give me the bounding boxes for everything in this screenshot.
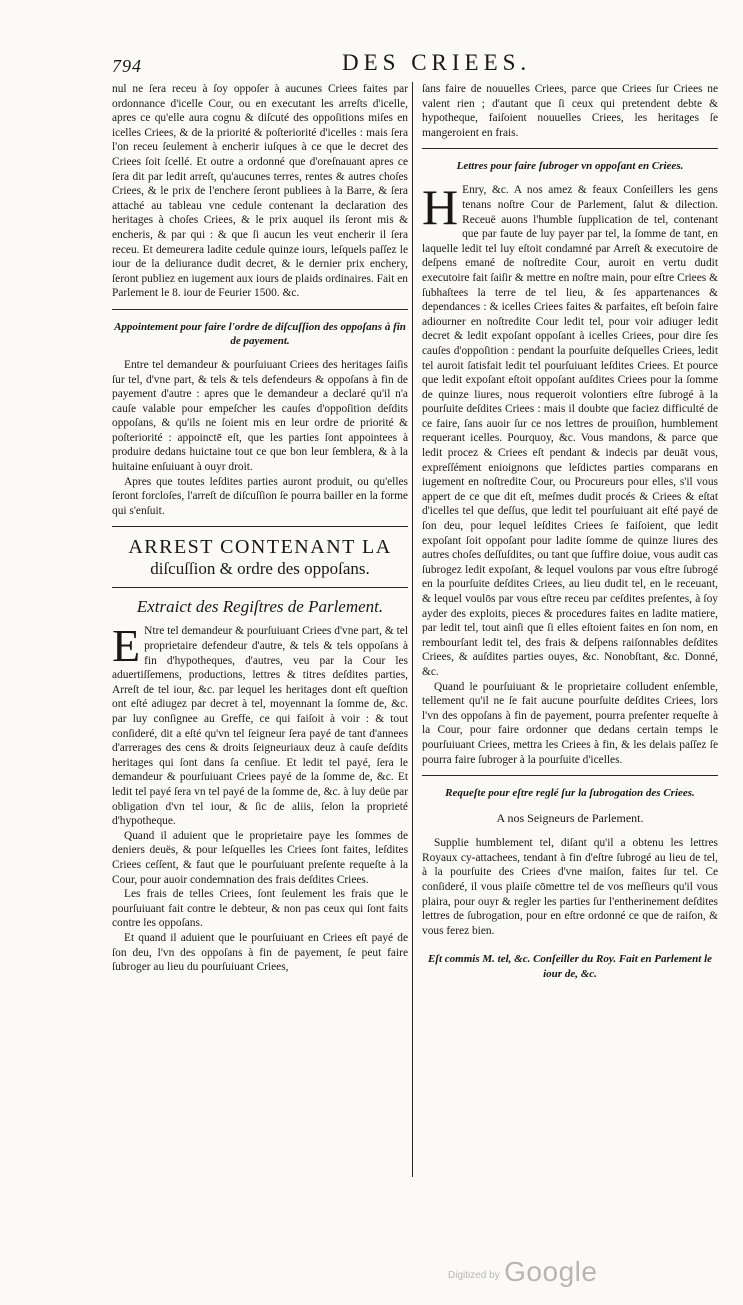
paragraph: Enry, &c. A nos amez & feaux Conſeillers les gens tenans noſtre Cour de Parlement, ſalut & dilection. Receuë auons l'humble ſupplication de tel, contenant que par faute de luy payer par tel, la ſomme de tant, en laquelle ledit tel luy eſtoit condamné par Arreſt & executoire de deſpens emané de noſtredite Cour, auroit en vertu dudit executoire fait ſaiſir & mettre en noſtre main, pour eſtre Criees & ſubhaſtees la terre de tel lieu, & ſes appartenances & dependances : & icelles Criees faites & parfaites, eſt beſoin faire adiourner en noſtredite Cour ledit tel, pour voir adiuger ledit decret & ledit expoſant oppoſant à icelles Criees, pour dire ſes cauſes d'oppoſition : pendant la pourſuite deſquelles Criees, ledit tel auroit ſatisfait ledit tel pourſuiuant leſdites Criees. Et pource que ledit expoſant eſtoit oppoſant auſdites Criees pour la ſomme de quinze liures, nous requeroit volontiers eſtre ſubrogé à la pourſuite deſdites Criees : mais il doubte que faciez difficulté de ce faire, ſans auoir ſur ce nos lettres de prouiſion, humblement requerant icelles. Pourquoy, &c. Vous mandons, & parce que ledit procez & Criees eſt pendant & indecis par deuāt vous, expreſſément enioignons que leſdictes parties comparans en iugement en noſtredite Cour, ou Procureurs pour elles, s'il vous appert de ce que dit eſt, meſmes dudit procés & Criees & eſtat d'icelles tel que deſſus, que ledit tel pourſuiuant ait eſté payé de ſon deu, pour lequel leſdites Criees ſe faiſoient, que ledit expoſant ſoit oppoſant pour ladite ſomme de quinze liures des autres choſes deſſuſdites, ou tant que ſuffire doiue, vous audit cas ſubrogez ledit expoſant, & lequel voulons par vous eſtre ſubrogé en la pourſuite deſdites Criees, au lieu dudit tel, en le receuant, & lequel voulōs par vous eſtre receu par ceſdites preſentes, à ſoy ayder des exploits, pieces & procedures faites en ladite matiere, par ledit tel, tout ainſi que ſi elles eſtoient faites en ſon nom, en rembourſant ledit tel, des frais & deſpens raiſonnables deſdites Criees, & auſdites parties ouyes, &c. Nonobſtant, &c. Donné, &c. [422, 184, 718, 678]
paragraph: Les frais de telles Criees, ſont ſeulement les frais que le pourſuiuant fait contre le debteur, & non pas ceux qui ſont faits contre les oppoſans. [112, 888, 408, 930]
paragraph: Quand le pourſuiuant & le proprietaire colludent enſemble, tellement qu'il ne ſe fait aucune pourſuite deſdites Criees, lors l'vn des oppoſans à fin de payement, pourra preſenter requeſte à la Cour, pour faire ordonner que dedans certain temps le pourſuiuant Criees, mettra les Criees à fin, & les delais paſſez ſe pourra faire ſubroger à la pourſuite d'icelles. [422, 680, 718, 766]
section-rule [112, 309, 408, 310]
section-rule [112, 526, 408, 527]
section-heading: Requeſte pour eſtre reglé ſur la ſubrogation des Criees. [445, 787, 695, 800]
digitization-watermark [448, 1256, 597, 1288]
running-head [112, 48, 723, 82]
section-rule [422, 148, 718, 149]
right-column [422, 82, 718, 982]
paragraph: ſans faire de nouuelles Criees, parce que Criees ſur Criees ne valent rien ; d'autant que ſi ceux qui pretendent debte & hypotheque, faiſoient nouuelles Criees, les heritages ſe mangeroient en frais. [422, 83, 718, 139]
paragraph: nul ne ſera receu à ſoy oppoſer à aucunes Criees faites par ordonnance d'icelle Cour, ou en executant les arreſts d'icelle, apres ce qu'elle aura cognu & diſcuté des oppoſitions miſes en icelles Criees, & de la priorité & poſteriorité d'icelles : mais ſera l'on receu ſeulement à encherir iuſques à ce que le decret des Criees ſoit ſcellé. Et outre a ordonné que d'oreſnauant apres ce ſera dit par ledit arreſt, qu'aucunes terres, rentes & autres choſes Criees, & le prix de l'enchere ſeront publiees à la Barre, & ſera attaché au tableau vne cedule contenant la declaration des heritages à choſes Criees, & le prix auquel ils ſeront mis & encheris, & par qui : & que ſi aucun les veut encherir il ſera receu. Et demeurera ladite cedule quinze iours, leſquels paſſez le iour de la deliurance dudit decret, & le dernier prix enchery, ſeront publiez en iugement aux iours de plaids ordinaires. Fait en Parlement le 8. iour de Feurier 1500. &c. [112, 83, 408, 300]
address-line: A nos Seigneurs de Parlement. [496, 811, 644, 826]
paragraph: Entre tel demandeur & pourſuiuant Criees des heritages ſaiſis ſur tel, d'vne part, & tels & tels defendeurs & oppoſans à fin de payement d'autre : apres que le demandeur a declaré qu'il n'a cauſe valable pour empeſcher les cauſes d'oppoſition deſdits oppoſans, & qu'ils ne ſoient mis en leur ordre de priorité & poſteriorité : appoinctē eſt, que les parties ſont appointees à produire dedans huictaine tout ce que bon leur ſemblera, & à la huitaine enſuiuant à ouyr droit. [112, 358, 408, 474]
extract-heading: Extraict des Regiſtres de Parlement. [136, 597, 384, 617]
paragraph: Quand il aduient que le proprietaire paye les ſommes de deniers deuës, & pour leſquelles les Criees ſont faites, leſdites Criees ceſſent, & faut que le pourſuiuant preſente requeſte à la Cour, pour auoir condemnation des frais deſdites Criees. [112, 829, 408, 886]
section-heading: Lettres pour faire ſubroger vn oppoſant en Criees. [456, 160, 684, 173]
paragraph: Supplie humblement tel, diſant qu'il a obtenu les lettres Royaux cy-attachees, tendant à fin d'eſtre ſubrogé au lieu de tel, à la pourſuite des Criees d'vne maiſon, faites ſur tel. Ce conſideré, il vous plaiſe cōmettre tel de vos meſſieurs qu'il vous plaira, pour ouyr & regler les parties ſur l'entherinement deſdites lettres de ſubrogation, pour en eſtre ordonné ce que de raiſon, & vous ferez bien. [422, 837, 718, 937]
running-title: DES CRIEES. [342, 50, 532, 75]
drop-cap: H [422, 179, 459, 236]
left-column [112, 82, 408, 975]
column-divider [412, 82, 413, 1177]
page-number: 794 [112, 56, 142, 76]
paragraph: Ntre tel demandeur & pourſuiuant Criees d'vne part, & tel proprietaire defendeur d'autre, & tels & tels oppoſans à fin d'hypotheques, d'autres, veu par la Cour les aduertiſſemens, productions, lettres & titres deſdites parties, Arreſt de tel iour, &c. par lequel les heritages dont eſt queſtion ont eſté adiugez par decret à tel, moyennant la ſomme de, &c. par luy conſignee au Greffe, ce qui faiſoit à voir : & tout conſideré, dit a eſté qu'vn tel ſeigneur ſera payé de tant d'annees d'arrerages des cens & droits ſeigneuriaux deuz à cauſe deſdits heritages qui ſont dans ſa cenſiue. Et ledit tel payé, ſera le demandeur & pourſuiuant Criees payé de la ſomme de, &c. Et ledit tel payé ſera vn tel payé de la ſomme de, &c. à luy deüe par obligation d'vn tel iour, & ſic de aliis, ſelon la proprieté d'hypotheque. [112, 625, 408, 828]
watermark-prefix: Digitized by [448, 1270, 500, 1281]
section-rule [422, 775, 718, 776]
drop-cap: E [112, 620, 141, 672]
paragraph: Apres que toutes leſdites parties auront produit, ou qu'elles ſeront forcloſes, l'arreſt de diſcuſſion ſe pourra bailler en la forme qui s'enſuit. [112, 475, 408, 517]
signature-line: Eſt commis M. tel, &c. Conſeiller du Roy. Fait en Parlement le iour de, &c. [427, 953, 713, 981]
arrest-subtitle: diſcuſſion & ordre des oppoſans. [150, 559, 370, 579]
section-heading: Appointement pour faire l'ordre de diſcuſſion des oppoſans à fin de payement. [114, 320, 406, 347]
section-rule [112, 587, 408, 588]
google-logo: Google [504, 1256, 598, 1287]
paragraph: Et quand il aduient que le pourſuiuant en Criees eſt payé de ſon deu, l'vn des oppoſans à fin de payement, ſe peut faire ſubroger au lieu du pourſuiuant Criees, [112, 931, 408, 974]
arrest-title: ARREST CONTENANT LA [128, 536, 392, 559]
